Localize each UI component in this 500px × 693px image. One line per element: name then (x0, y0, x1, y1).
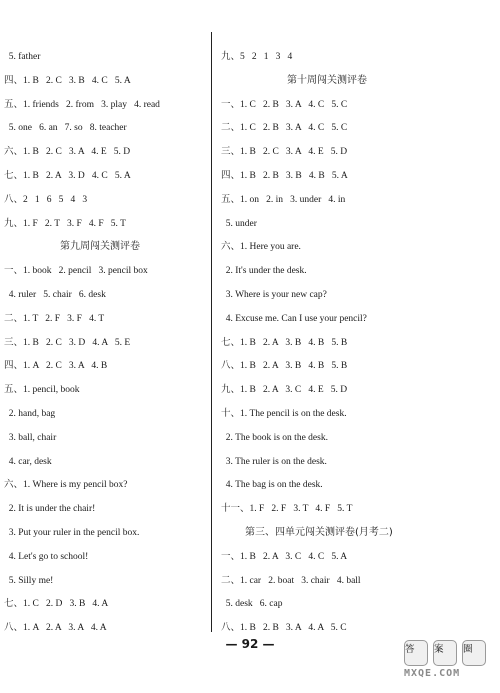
answer-line: 七、1. C 2. D 3. B 4. A (4, 599, 109, 610)
answer-line: 5. father (4, 52, 41, 62)
answer-line: 九、5 2 1 3 4 (221, 52, 293, 62)
answer-line: 五、1. pencil, book (4, 385, 80, 396)
answer-line: 四、1. A 2. C 3. A 4. B (4, 361, 108, 372)
answer-line: 一、1. B 2. A 3. C 4. C 5. A (221, 551, 348, 562)
answer-line: 五、1. on 2. in 3. under 4. in (221, 194, 346, 205)
answer-line: 七、1. B 2. A 3. B 4. B 5. B (221, 337, 348, 348)
section-heading: 第三、四单元闯关测评卷(月考二) (245, 527, 393, 538)
page-number: — 92 — (225, 637, 275, 651)
answer-line: 四、1. B 2. B 3. B 4. B 5. A (221, 171, 348, 181)
answer-line: 二、1. C 2. B 3. A 4. C 5. C (221, 123, 348, 134)
answer-line: 5. one 6. an 7. so 8. teacher (4, 123, 127, 134)
answer-line: 十一、1. F 2. F 3. T 4. F 5. T (221, 504, 353, 515)
answer-line: 4. car, desk (4, 456, 52, 467)
watermark-url: MXQE.COM (404, 668, 461, 679)
answer-line: 5. Silly me! (4, 575, 54, 586)
answer-line: 六、1. Where is my pencil box? (4, 480, 128, 491)
answer-line: 4. Excuse me. Can I use your pencil? (221, 313, 367, 324)
watermark-char: 圈 (462, 640, 486, 666)
answer-line: 2. hand, bag (4, 409, 56, 419)
section-heading: 第九周闯关测评卷 (60, 241, 140, 253)
answer-line: 六、1. B 2. C 3. A 4. E 5. D (4, 147, 131, 158)
answer-line: 5. under (221, 218, 257, 229)
answer-line: 4. Let's go to school! (4, 551, 89, 562)
column-divider (211, 32, 212, 632)
answer-line: 十、1. The pencil is on the desk. (221, 409, 347, 419)
answer-line: 五、1. friends 2. from 3. play 4. read (4, 99, 160, 110)
answer-line: 七、1. B 2. A 3. D 4. C 5. A (4, 171, 131, 181)
answer-line: 3. The ruler is on the desk. (221, 456, 327, 467)
answer-line: 四、1. B 2. C 3. B 4. C 5. A (4, 75, 131, 86)
answer-line: 八、1. A 2. A 3. A 4. A (4, 623, 107, 634)
answer-line: 三、1. B 2. C 3. A 4. E 5. D (221, 147, 348, 158)
answer-line: 5. desk 6. cap (221, 599, 283, 610)
answer-line: 2. The book is on the desk. (221, 432, 328, 443)
answer-line: 八、1. B 2. B 3. A 4. A 5. C (221, 623, 347, 634)
answer-line: 八、2 1 6 5 4 3 (4, 194, 88, 205)
answer-line: 二、1. car 2. boat 3. chair 4. ball (221, 575, 361, 586)
answer-line: 2. It's under the desk. (221, 266, 307, 277)
watermark-char: 案 (433, 640, 457, 666)
answer-line: 六、1. Here you are. (221, 242, 301, 253)
answer-line: 3. ball, chair (4, 432, 57, 443)
section-heading: 第十周闯关测评卷 (287, 74, 367, 86)
answer-line: 4. ruler 5. chair 6. desk (4, 290, 106, 300)
answer-line: 九、1. B 2. A 3. C 4. E 5. D (221, 385, 348, 396)
answer-line: 4. The bag is on the desk. (221, 480, 323, 491)
answer-line: 2. It is under the chair! (4, 504, 96, 515)
answer-line: 3. Where is your new cap? (221, 290, 327, 300)
watermark-logo (400, 640, 492, 688)
answer-line: 八、1. B 2. A 3. B 4. B 5. B (221, 361, 348, 372)
watermark-char: 答 (404, 640, 428, 666)
answer-line: 一、1. book 2. pencil 3. pencil box (4, 266, 148, 277)
answer-line: 九、1. F 2. T 3. F 4. F 5. T (4, 218, 126, 229)
answer-line: 二、1. T 2. F 3. F 4. T (4, 313, 105, 324)
answer-line: 一、1. C 2. B 3. A 4. C 5. C (221, 99, 348, 110)
answer-line: 三、1. B 2. C 3. D 4. A 5. E (4, 337, 131, 348)
answer-line: 3. Put your ruler in the pencil box. (4, 528, 140, 538)
